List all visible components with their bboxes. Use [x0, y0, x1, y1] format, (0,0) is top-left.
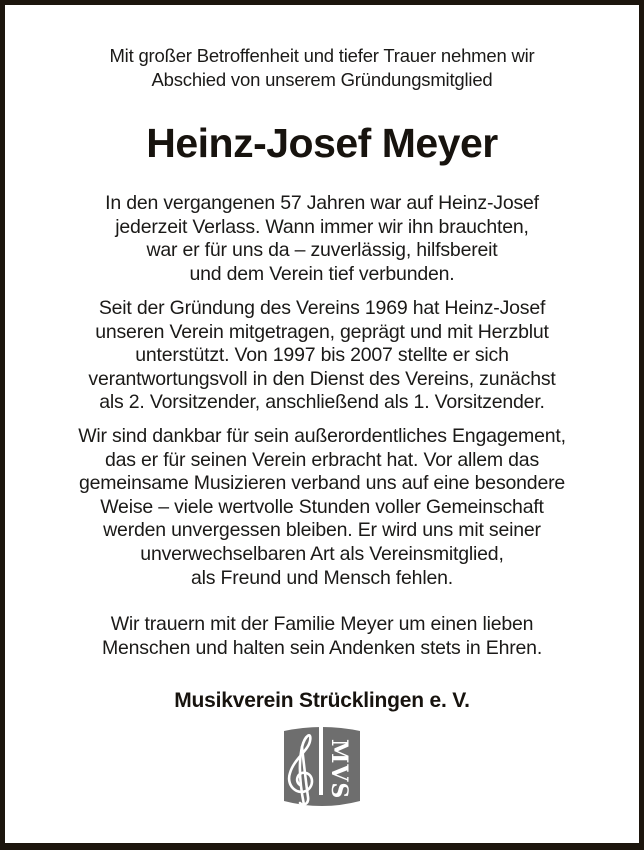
text-line: gemeinsame Musizieren verband uns auf eine besondere [78, 472, 566, 495]
text-line: verantwortungsvoll in den Dienst des Vereins, zunächst [88, 367, 556, 390]
text-line: unseren Verein mitgetragen, geprägt und mit Herzblut [95, 320, 549, 343]
intro-line: Abschied von unserem Gründungsmitglied [151, 69, 493, 90]
text-line: als Freund und Mensch fehlen. [191, 566, 453, 589]
text-line: Wir sind dankbar für sein außerordentliches Engagement, [78, 425, 566, 447]
text-line: Wir trauern mit der Familie Meyer um einen lieben [110, 613, 534, 635]
signature-organization: Musikverein Strücklingen e. V. [174, 689, 470, 712]
text-line: und dem Verein tief verbunden. [189, 262, 455, 285]
logo-text: MVS [326, 739, 352, 800]
paragraph-tribute [0, 192, 644, 286]
club-logo [282, 725, 362, 809]
text-line: Weise – viele wertvolle Stunden voller Gemeinschaft [100, 495, 544, 518]
text-line: Seit der Gründung des Vereins 1969 hat Heinz-Josef [98, 297, 546, 319]
text-line: als 2. Vorsitzender, anschließend als 1. Vorsitzender. [99, 391, 545, 414]
intro-line: Mit großer Betroffenheit und tiefer Trauer nehmen wir [109, 45, 535, 66]
text-line: unverwechselbaren Art als Vereinsmitglied, [140, 542, 504, 565]
text-line: Menschen und halten sein Andenken stets in Ehren. [101, 636, 543, 659]
text-line: unterstützt. Von 1997 bis 2007 stellte er sich [135, 344, 509, 367]
deceased-name: Heinz-Josef Meyer [146, 120, 498, 166]
text-line: das er für seinen Verein erbracht hat. Vor allem das [104, 448, 539, 471]
paragraph-mourning [0, 613, 644, 660]
text-line: werden unvergessen bleiben. Er wird uns mit seiner [103, 519, 541, 542]
text-line: In den vergangenen 57 Jahren war auf Heinz-Josef [105, 192, 539, 214]
text-line: war er für uns da – zuverlässig, hilfsbereit [146, 239, 498, 262]
intro-text [0, 44, 644, 92]
paragraph-history [0, 297, 644, 415]
text-line: jederzeit Verlass. Wann immer wir ihn brauchten, [115, 215, 529, 238]
paragraph-gratitude [0, 425, 644, 590]
